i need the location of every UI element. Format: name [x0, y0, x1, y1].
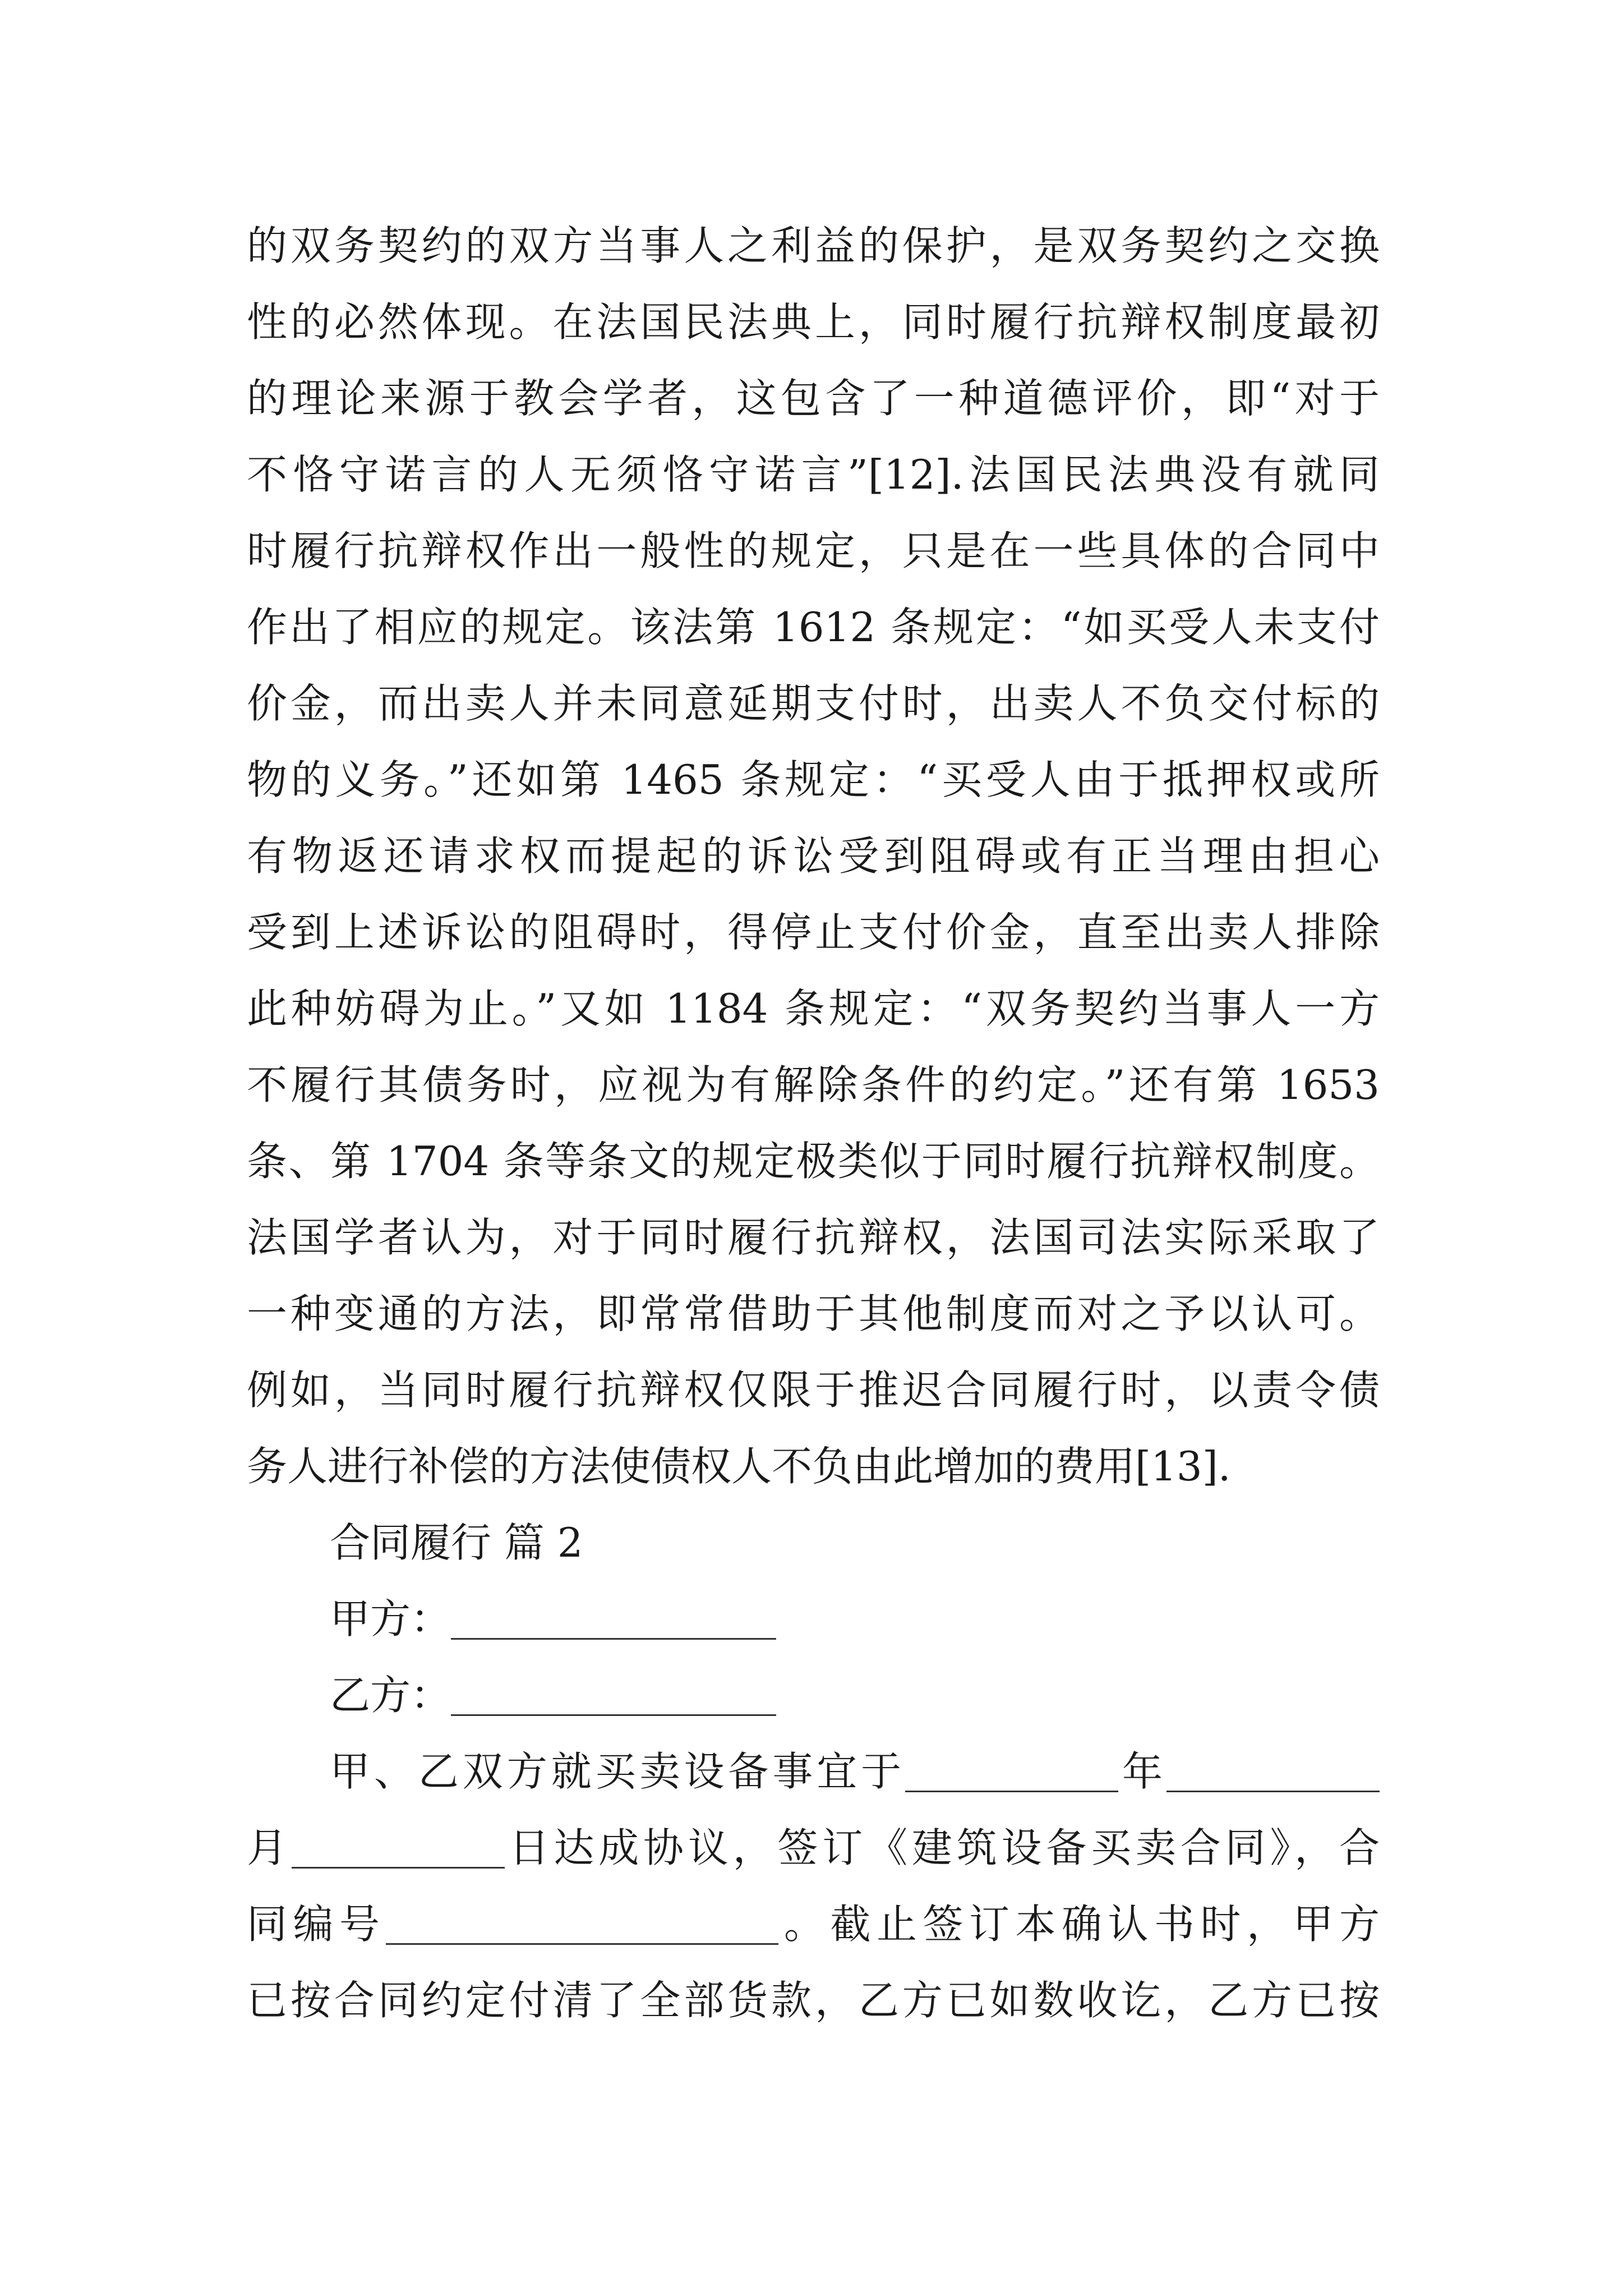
paragraph-historical	[247, 208, 1380, 1504]
month-blank[interactable]	[1166, 1750, 1380, 1792]
text-segment: 。截止签订本确认书时，甲方	[778, 1901, 1380, 1948]
text-line: 不恪守诺言的人无须恪守诺言”[12].法国民法典没有就同	[247, 451, 1380, 498]
text-line: 不履行其债务时，应视为有解除条件的约定。”还有第 1653	[247, 1061, 1380, 1108]
party-b-row	[247, 1657, 1380, 1733]
party-b-blank[interactable]	[451, 1674, 776, 1716]
text-segment: 月	[247, 1824, 292, 1871]
text-line: 受到上述诉讼的阻碍时，得停止支付价金，直至出卖人排除	[247, 909, 1380, 956]
year-blank[interactable]	[905, 1750, 1118, 1792]
contract-number-blank[interactable]	[386, 1903, 778, 1945]
text-line: 的理论来源于教会学者，这包含了一种道德评价，即“对于	[247, 375, 1380, 422]
party-a-row	[247, 1581, 1380, 1657]
text-line: 条、第 1704 条等条文的规定极类似于同时履行抗辩权制度。	[247, 1138, 1380, 1185]
text-segment: 日达成协议，签订《建筑设备买卖合同》，合	[504, 1824, 1380, 1871]
text-segment: 年	[1118, 1748, 1166, 1795]
text-line: 已按合同约定付清了全部货款，乙方已如数收讫，乙方已按	[247, 1977, 1380, 2024]
text-segment: 甲、乙双方就买卖设备事宜于	[330, 1748, 906, 1795]
section-title: 合同履行 篇 2	[330, 1519, 583, 1566]
text-line: 时履行抗辩权作出一般性的规定，只是在一些具体的合同中	[247, 527, 1380, 574]
text-line	[247, 1886, 1380, 1962]
text-line: 作出了相应的规定。该法第 1612 条规定：“如买受人未支付	[247, 604, 1380, 651]
text-line: 物的义务。”还如第 1465 条规定：“买受人由于抵押权或所	[247, 756, 1380, 803]
text-line: 法国学者认为，对于同时履行抗辩权，法国司法实际采取了	[247, 1214, 1380, 1261]
text-line: 一种变通的方法，即常常借助于其他制度而对之予以认可。	[247, 1290, 1380, 1337]
party-a-blank[interactable]	[451, 1598, 776, 1640]
text-line: 有物返还请求权而提起的诉讼受到阻碍或有正当理由担心	[247, 832, 1380, 880]
day-blank[interactable]	[292, 1826, 505, 1869]
text-line: 性的必然体现。在法国民法典上，同时履行抗辩权制度最初	[247, 298, 1380, 346]
text-line: 的双务契约的双方当事人之利益的保护，是双务契约之交换	[247, 222, 1380, 269]
party-a-label: 甲方：	[330, 1595, 451, 1642]
text-segment: 同编号	[247, 1901, 386, 1948]
text-line: 例如，当同时履行抗辩权仅限于推迟合同履行时，以责令债	[247, 1366, 1380, 1414]
party-b-label: 乙方：	[330, 1672, 451, 1719]
text-line: 此种妨碍为止。”又如 1184 条规定：“双务契约当事人一方	[247, 985, 1380, 1032]
text-line	[247, 1810, 1380, 1886]
document-page	[247, 208, 1380, 2039]
text-line: 务人进行补偿的方法使债权人不负由此增加的费用[13].	[247, 1443, 1231, 1490]
text-line	[247, 1733, 1380, 1810]
paragraph-confirmation	[247, 1733, 1380, 2039]
text-line: 价金，而出卖人并未同意延期支付时，出卖人不负交付标的	[247, 680, 1380, 727]
